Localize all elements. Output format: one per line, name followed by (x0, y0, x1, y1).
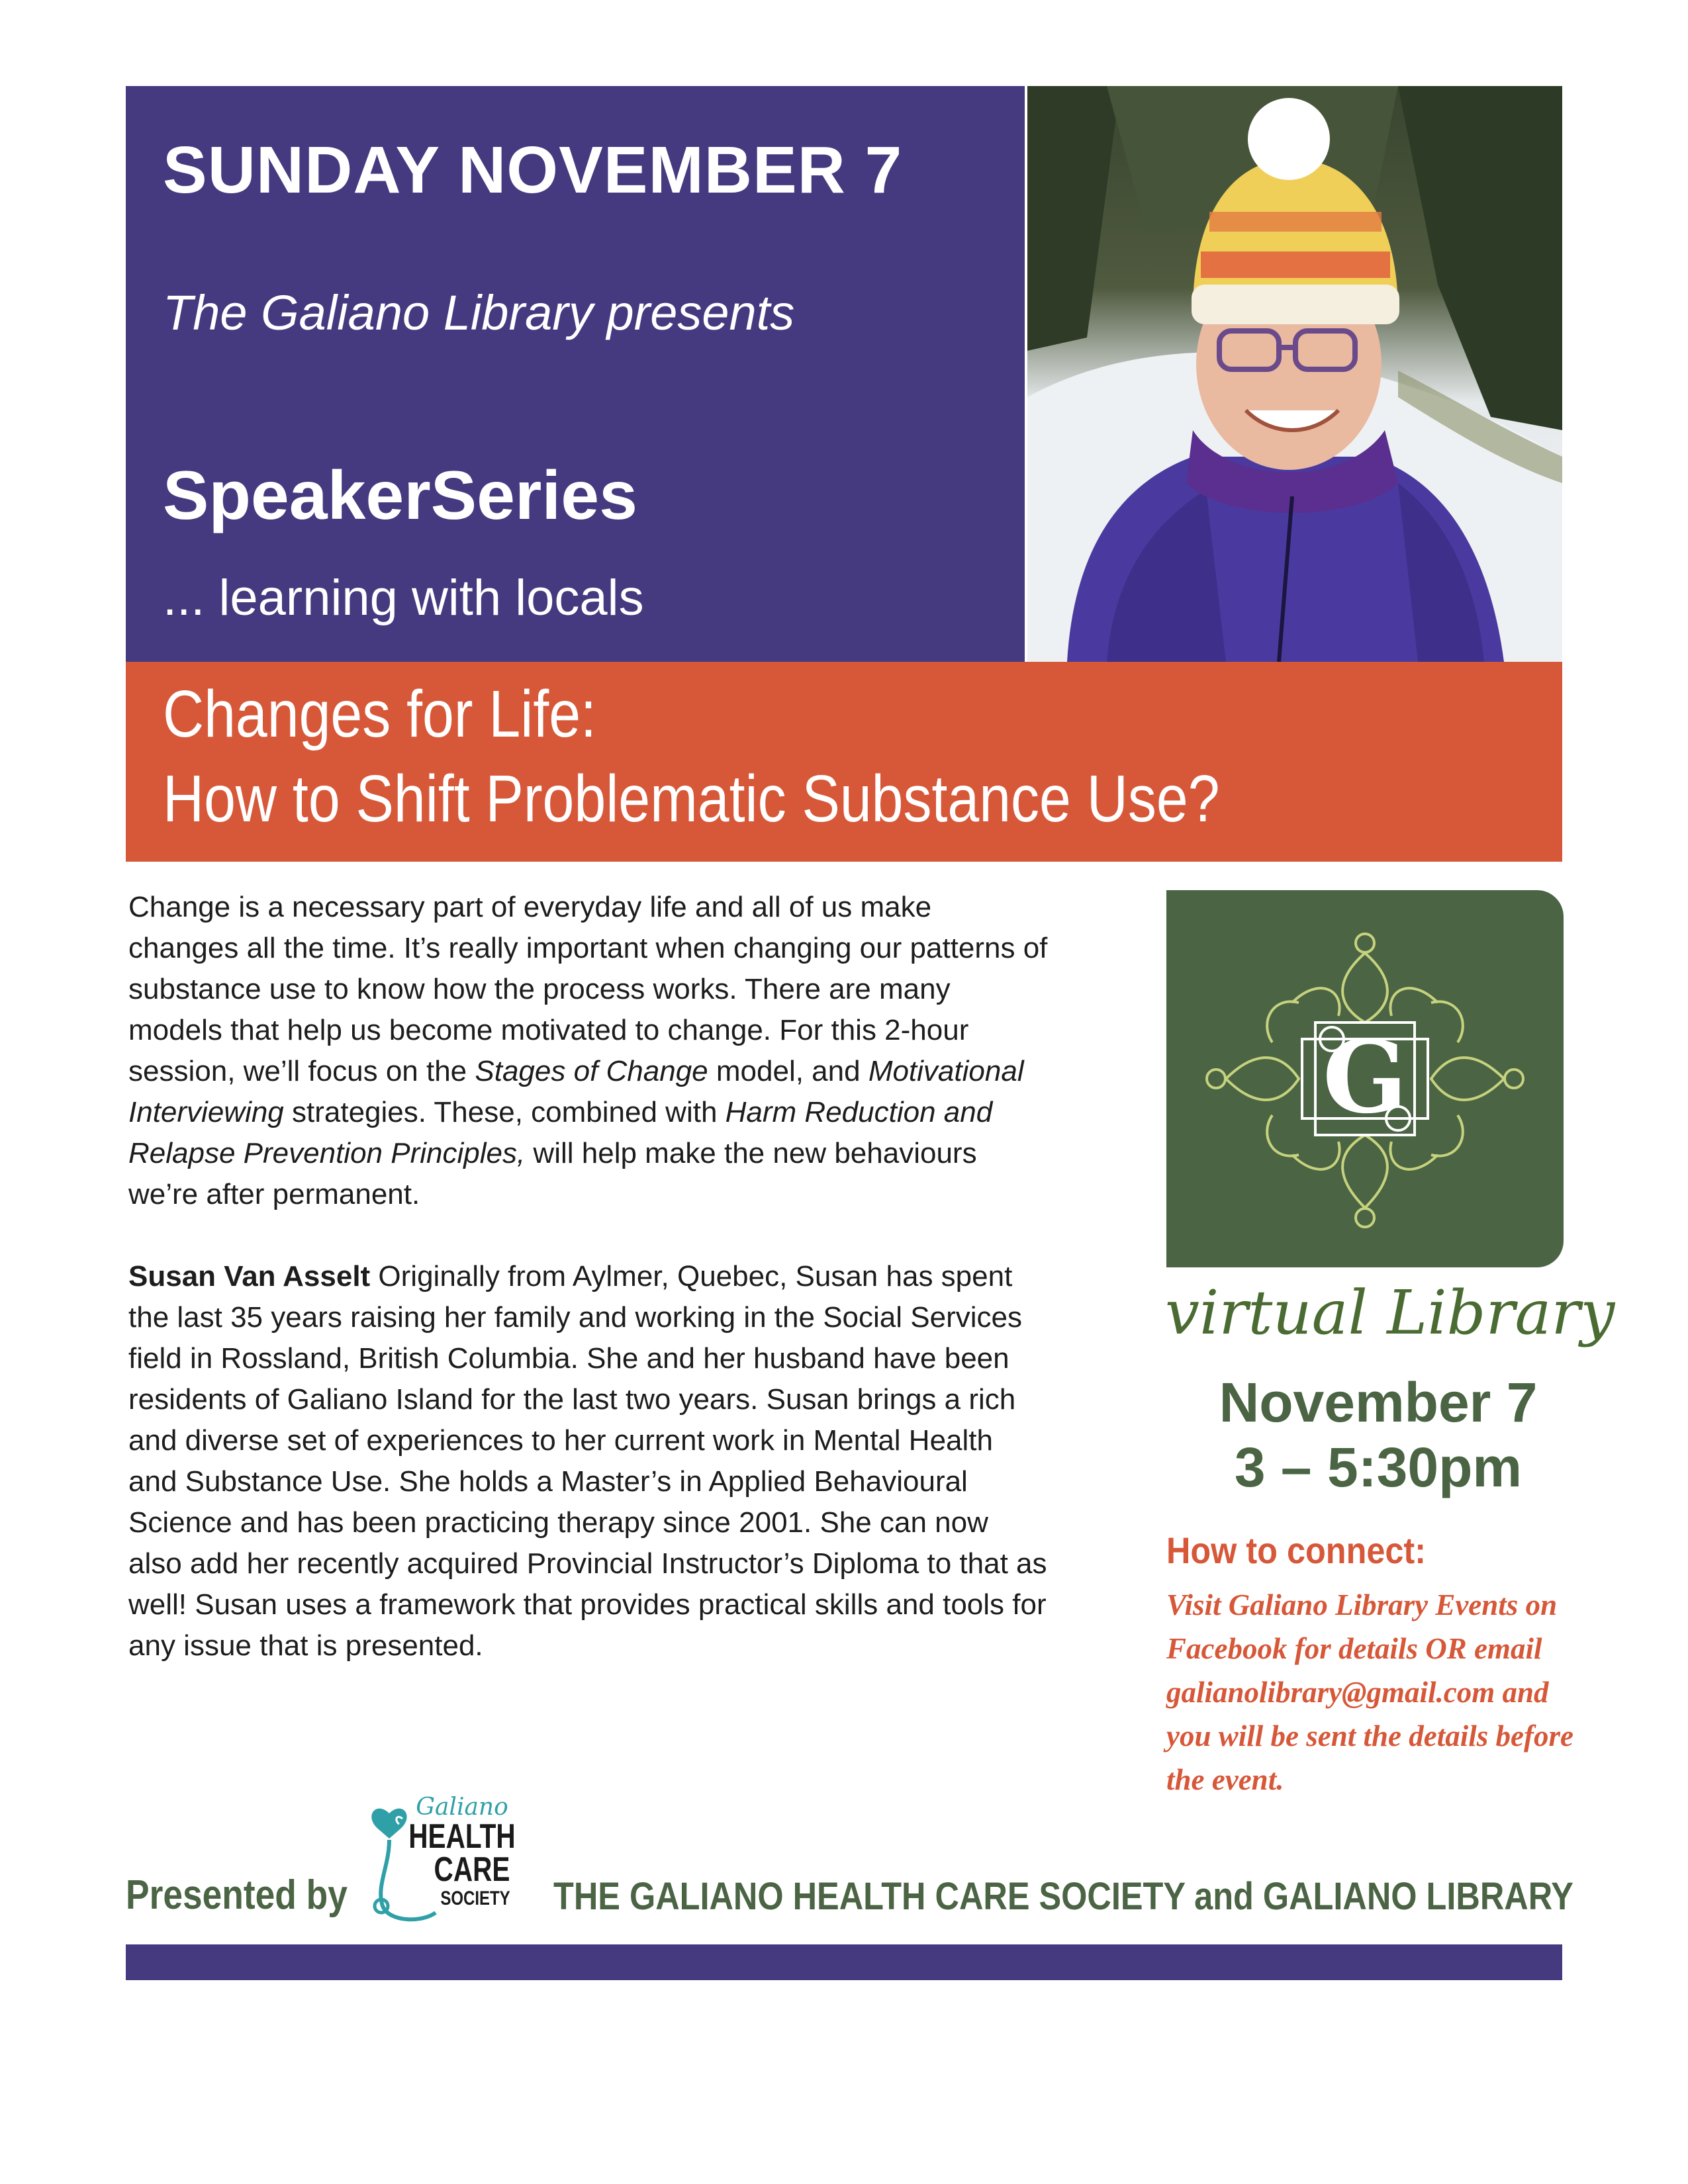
event-date: November 7 (1219, 1371, 1538, 1433)
stethoscope-heart-icon (363, 1787, 528, 1933)
svg-text:G: G (1322, 1019, 1408, 1136)
description-emphasis: Stages of Change (475, 1055, 708, 1087)
event-title: Changes for Life: (163, 677, 596, 751)
series-tagline: ... learning with locals (163, 570, 644, 626)
connect-instructions: Visit Galiano Library Events on Facebook for details OR email galianolibrary@gmail.com and you will be sent the details before the event. (1166, 1588, 1573, 1796)
ornamental-g-icon (1166, 890, 1564, 1267)
event-subtitle: How to Shift Problematic Substance Use? (163, 762, 1220, 836)
health-care-society-logo (363, 1787, 528, 1933)
event-date-heading: SUNDAY NOVEMBER 7 (163, 133, 903, 207)
speaker-bio-paragraph (128, 1256, 1049, 1666)
description-emphasis: Motivational Interviewing (128, 1055, 1024, 1128)
library-logo (1166, 890, 1564, 1267)
logo-galiano-text: Galiano (416, 1794, 508, 1821)
logo-society-text: SOCIETY (440, 1886, 510, 1909)
event-title-band (126, 662, 1562, 862)
speaker-bio: Originally from Aylmer, Quebec, Susan has spent the last 35 years raising her family and working in the Social Services field in Rossland, British Columbia. She and her husband have been residents of Galiano Island for the last two years. Susan brings a rich and diverse set of experiences to her current work in Mental Health and Substance Use. She holds a Master’s in Applied Behavioural Science and has been practicing therapy since 2001. She can now also add her recently acquired Provincial Instructor’s Diploma to that as well! Susan uses a framework that provides practical skills and tools for any issue that is presented. (128, 1260, 1047, 1662)
footer-bar (126, 1944, 1562, 1980)
description-paragraph (128, 887, 1049, 1215)
presenting-organizations: THE GALIANO HEALTH CARE SOCIETY and GALIANO LIBRARY (553, 1875, 1573, 1918)
speaker-photo (1027, 86, 1562, 662)
presenter-line: The Galiano Library presents (163, 285, 795, 340)
connect-heading: How to connect: (1166, 1529, 1426, 1571)
description-text: will help make the new behaviours we’re after permanent. (128, 1137, 977, 1210)
virtual-library-wordmark: virtual Library (1165, 1277, 1615, 1348)
presented-by-label: Presented by (126, 1872, 348, 1918)
speaker-name: Susan Van Asselt (128, 1260, 371, 1293)
description-text: model, and (708, 1055, 868, 1087)
logo-care-text: CARE (434, 1850, 510, 1889)
logo-health-text: HEALTH (408, 1817, 516, 1856)
event-description (128, 887, 1049, 1707)
description-text: Change is a necessary part of everyday life and all of us make changes all the time. It’s really important when changing our patterns of substance use to know how the process works. There are many models that help us become motivated to change. For this 2-hour session, we’ll focus on the (128, 891, 1048, 1087)
description-text: strategies. These, combined with (283, 1096, 726, 1128)
event-datetime (1166, 1370, 1590, 1500)
speaker-photo-illustration (1027, 86, 1562, 662)
header-panel (126, 86, 1025, 662)
series-title: SpeakerSeries (163, 457, 637, 534)
event-time: 3 – 5:30pm (1234, 1436, 1523, 1498)
description-emphasis: Harm Reduction and Relapse Prevention Principles, (128, 1096, 993, 1169)
